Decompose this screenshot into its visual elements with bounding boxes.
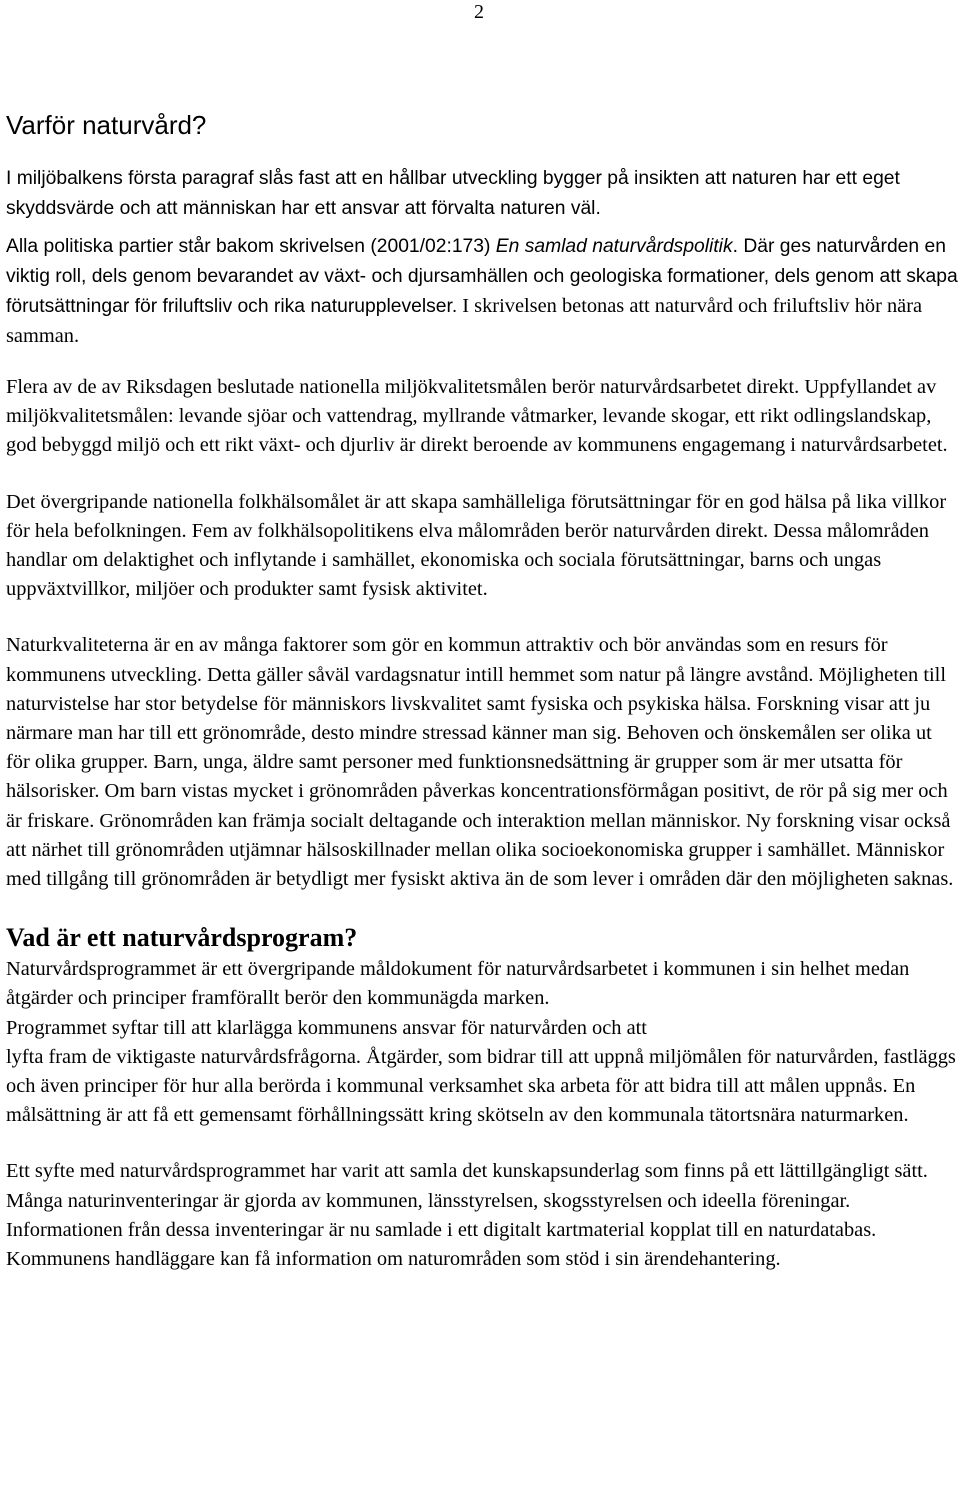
text-run: Naturvårdsprogrammet är ett övergripande måldokument för naturvårdsarbetet i kommunen i sin helhet medan åtgärder och principer framförallt berör den kommunägda marken. (6, 958, 910, 1010)
paragraph-environmental-goals: Flera av de av Riksdagen beslutade nationella miljökvalitetsmålen berör naturvårdsarbetet direkt. Uppfyllandet av miljökvalitetsmålen: levande sjöar och vattendrag, myllrande våtmarker, levande skogar, ett rikt odlingslandskap, god bebyggd miljö och ett rikt växt- och djurliv är direkt beroende av kommunens engagemang i naturvårdsarbetet. (6, 376, 948, 457)
page-number: 2 (474, 1, 484, 23)
document-body (6, 107, 958, 1274)
spacer (6, 1130, 958, 1157)
paragraph-knowledge-base: Ett syfte med naturvårdsprogrammet har varit att samla det kunskapsunderlag som finns på ett lättillgängligt sätt. Många naturinventeringar är gjorda av kommunen, länsstyrelsen, skogsstyrelsen och ideella föreningar. Informationen från dessa inventeringar är nu samlade i ett digitalt kartmaterial kopplat till en naturdatabas. Kommunens handläggare kan få information om naturområden som stöd i sin ärendehantering. (6, 1160, 928, 1271)
text-run: . Där ges naturvården en viktig roll, dels genom bevarandet av växt- och djursamhällen och geologiska formationer, dels genom att skapa förutsättningar för friluftsliv och rika naturupplevelser. (6, 236, 958, 317)
spacer (6, 461, 958, 488)
spacer (6, 894, 958, 921)
text-run: lyfta fram de viktigaste naturvårdsfrågorna. Åtgärder, som bidrar till att uppnå miljömålen för naturvården, fastläggs och även principer för hur alla berörda i kommunal verksamhet ska arbeta för att bidra till att målen uppnås. En målsättning är att få ett gemensamt förhållningssätt kring skötseln av den kommunala tätortsnära naturmarken. (6, 1045, 956, 1127)
paragraph-program-overview (6, 955, 958, 1130)
text-run: Programmet syftar till att klarlägga kommunens ansvar för naturvården och att (6, 1016, 647, 1039)
text-run-serif: I skrivelsen betonas att naturvård och friluftsliv hör nära samman. (6, 295, 923, 347)
section-heading-what-is-program: Vad är ett naturvårdsprogram? (6, 923, 358, 953)
text-run: Alla politiska partier står bakom skrivelsen (2001/02:173) (6, 236, 496, 257)
paragraph-public-health: Det övergripande nationella folkhälsomålet är att skapa samhälleliga förutsättningar för en god hälsa på lika villkor för hela befolkningen. Fem av folkhälsopolitikens elva målområden berör naturvården direkt. Dessa målområden handlar om delaktighet och inflytande i samhället, ekonomiska och sociala förutsättningar, barns och ungas uppväxtvillkor, miljöer och produkter samt fysisk aktivitet. (6, 490, 947, 601)
spacer (6, 352, 958, 373)
section-heading-why-nature-conservation: Varför naturvård? (6, 110, 207, 140)
italic-title: En samlad naturvårdspolitik (495, 236, 733, 257)
spacer (6, 224, 958, 232)
paragraph-environmental-code: I miljöbalkens första paragraf slås fast att en hållbar utveckling bygger på insikten att naturen har ett eget skyddsvärde och att människan har ett ansvar att förvalta naturen väl. (6, 168, 900, 219)
paragraph-nature-qualities: Naturkvaliteterna är en av många faktorer som gör en kommun attraktiv och bör användas som en resurs för kommunens utveckling. Detta gäller såväl vardagsnatur intill hemmet som natur på längre avstånd. Möjligheten till naturvistelse har stor betydelse för människors livskvalitet samt fysiska och psykiska hälsa. Forskning visar att ju närmare man har till ett grönområde, desto mindre stressad känner man sig. Behoven och önskemålen ser olika ut för olika grupper. Barn, unga, äldre samt personer med funktionsnedsättning är grupper som är mer utsatta för hälsorisker. Om barn vistas mycket i grönområden påverkas koncentrationsförmågan positivt, de rör på sig mer och är friskare. Grönområden kan främja socialt deltagande och interaktion mellan människor. Ny forskning visar också att närhet till grönområden utjämnar hälsoskillnader mellan olika socioekonomiska grupper i samhället. Människor med tillgång till grönområden är betydligt mer fysiskt aktiva än de som lever i områden där den möjligheten saknas. (6, 634, 954, 891)
paragraph-political-parties (6, 232, 958, 352)
spacer (6, 604, 958, 631)
